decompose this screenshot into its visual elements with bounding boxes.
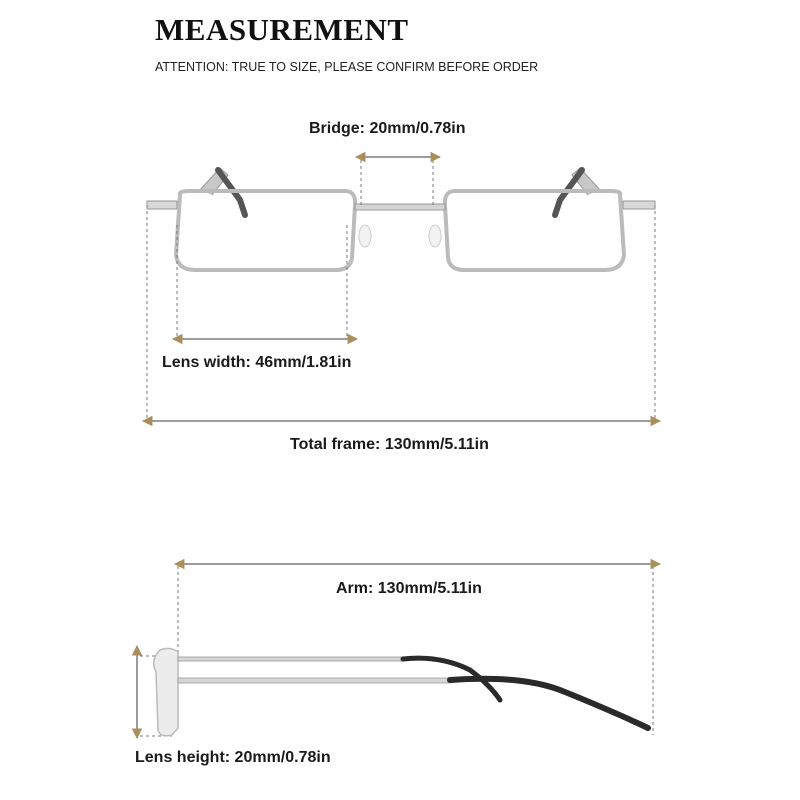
upper-temple bbox=[178, 657, 403, 661]
side-frame bbox=[154, 648, 178, 735]
side-view-glasses bbox=[154, 648, 648, 735]
left-lens-rim bbox=[176, 191, 355, 270]
bridge-bar bbox=[355, 204, 445, 210]
lower-temple bbox=[178, 678, 450, 683]
right-lens-rim bbox=[445, 191, 624, 270]
total-frame-label: Total frame: 130mm/5.11in bbox=[290, 436, 489, 453]
attention-note: ATTENTION: TRUE TO SIZE, PLEASE CONFIRM BEFORE ORDER bbox=[155, 60, 539, 74]
page-title: MEASUREMENT bbox=[155, 12, 409, 47]
left-hinge bbox=[147, 201, 177, 209]
lens-width-label: Lens width: 46mm/1.81in bbox=[162, 354, 352, 371]
front-view-glasses bbox=[147, 168, 655, 270]
left-nose-pad bbox=[359, 225, 371, 247]
right-hinge bbox=[623, 201, 655, 209]
arm-label: Arm: 130mm/5.11in bbox=[336, 580, 482, 597]
lens-height-label: Lens height: 20mm/0.78in bbox=[135, 749, 331, 766]
lower-temple-tip bbox=[450, 679, 648, 728]
right-nose-pad bbox=[429, 225, 441, 247]
bridge-label: Bridge: 20mm/0.78in bbox=[309, 120, 466, 137]
